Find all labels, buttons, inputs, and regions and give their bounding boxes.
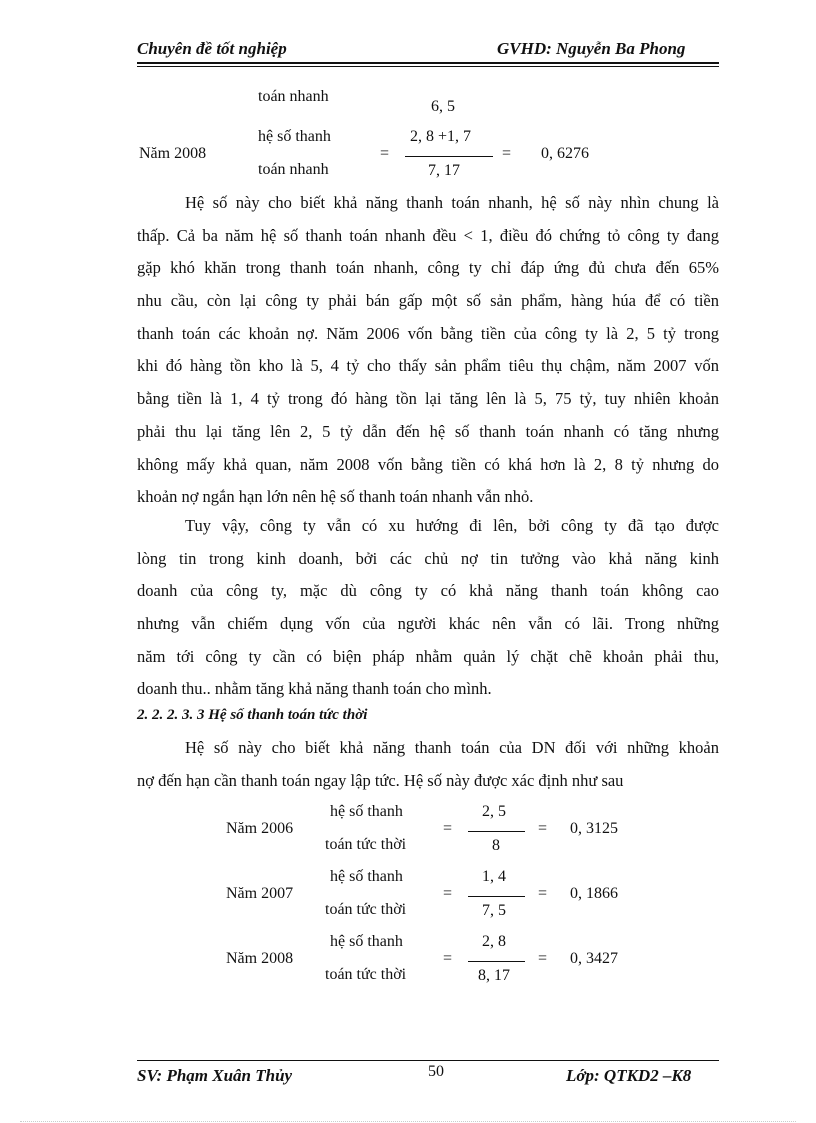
- formula-label-bottom: toán tức thời: [325, 901, 407, 918]
- text-line: bằng tiền là 1, 4 tỷ trong đó hàng tồn lại tăng lên là 5, 75 tỷ, tuy nhiên khoản: [137, 389, 719, 409]
- formula-label-top: hệ số thanh: [330, 868, 403, 885]
- formula-equals-2: =: [502, 145, 512, 162]
- header-left-title: Chuyên đề tốt nghiệp: [137, 39, 287, 58]
- formula-equals-2: =: [538, 885, 548, 902]
- text-line: phải thu lại tăng lên 2, 5 tỷ dẫn đến hệ số thanh toán nhanh có tăng nhưng: [137, 421, 719, 441]
- cont-label: toán nhanh: [258, 88, 329, 105]
- formula-numerator: 2, 5: [482, 803, 506, 820]
- text-line: Tuy vậy, công ty vẫn có xu hướng đi lên, bởi công ty đã tạo được: [185, 516, 719, 535]
- text-line: Hệ số này cho biết khả năng thanh toán của DN đối với những khoản: [185, 738, 719, 757]
- formula-label-bottom: toán tức thời: [325, 966, 407, 983]
- header-rule: [137, 62, 719, 64]
- fraction-bar: [468, 961, 525, 962]
- fraction-bar: [468, 896, 525, 897]
- section-title: Hệ số thanh toán tức thời: [208, 707, 368, 723]
- formula-equals: =: [380, 145, 390, 162]
- formula-label-bottom: toán nhanh: [258, 161, 329, 178]
- paragraph-outlook: [137, 510, 719, 706]
- footer-student: SV: Phạm Xuân Thủy: [137, 1066, 293, 1085]
- fraction-bar: [405, 156, 493, 157]
- formula-result: 0, 3125: [570, 820, 618, 837]
- formula-denominator: 7, 17: [428, 162, 460, 179]
- text-line: nhu cầu, còn lại công ty phải bán gấp một số sản phẩm, hàng húa để có tiền: [137, 291, 719, 311]
- formula-label-bottom: toán tức thời: [325, 836, 407, 853]
- text-line: không mấy khả quan, năm 2008 vốn bằng tiền có khá hơn là 2, 8 tỷ nhưng do: [137, 454, 719, 474]
- cont-denominator: 6, 5: [431, 98, 455, 115]
- text-line: năm tới công ty cần có biện pháp nhằm quản lý chặt chẽ khoản phải thu,: [137, 646, 719, 666]
- text-line: khoản nợ ngắn hạn lớn nên hệ số thanh toán nhanh vẫn nhỏ.: [137, 487, 534, 507]
- formula-equals: =: [443, 820, 453, 837]
- text-line: thấp. Cả ba năm hệ số thanh toán nhanh đều < 1, điều đó chứng tỏ công ty đang: [137, 225, 719, 245]
- section-number: 2. 2. 2. 3. 3: [137, 707, 205, 723]
- formula-label-top: hệ số thanh: [258, 128, 331, 145]
- header-right-supervisor: GVHD: Nguyễn Ba Phong: [497, 39, 686, 58]
- formula-label-top: hệ số thanh: [330, 933, 403, 950]
- formula-denominator: 8: [492, 837, 500, 854]
- formula-year: Năm 2008: [226, 950, 294, 967]
- header-rule-thin: [137, 66, 719, 67]
- formula-result: 0, 1866: [570, 885, 618, 902]
- page-number: 50: [428, 1063, 444, 1080]
- formula-numerator: 2, 8: [482, 933, 506, 950]
- formula-equals-2: =: [538, 950, 548, 967]
- formula-denominator: 8, 17: [478, 967, 510, 984]
- formula-year: Năm 2006: [226, 820, 294, 837]
- page-edge-divider: [20, 1121, 796, 1122]
- formula-result: 0, 6276: [541, 145, 589, 162]
- paragraph-quick-ratio-analysis: [137, 187, 719, 514]
- formula-year: Năm 2007: [226, 885, 294, 902]
- text-line: lòng tin trong kinh doanh, bởi các chủ nợ tin tưởng vào khả năng kinh: [137, 548, 719, 568]
- footer-rule: [137, 1060, 719, 1061]
- formula-numerator: 1, 4: [482, 868, 506, 885]
- formula-equals-2: =: [538, 820, 548, 837]
- text-line: gặp khó khăn trong thanh toán nhanh, công ty chỉ đáp ứng đủ chưa đến 65%: [137, 258, 719, 278]
- formula-equals: =: [443, 885, 453, 902]
- formula-label-top: hệ số thanh: [330, 803, 403, 820]
- text-line: khi đó hàng tồn kho là 5, 4 tỷ cho thấy sản phẩm tiêu thụ chậm, năm 2007 vốn: [137, 356, 719, 376]
- text-line: doanh của công ty, mặc dù công ty có khả năng thanh toán không cao: [137, 581, 719, 601]
- paragraph-instant-ratio-intro: [137, 732, 719, 797]
- formula-numerator: 2, 8 +1, 7: [410, 128, 472, 145]
- section-heading: [137, 707, 367, 724]
- text-line: doanh thu.. nhằm tăng khả năng thanh toán cho mình.: [137, 679, 492, 699]
- footer-class: Lớp: QTKD2 –K8: [566, 1066, 692, 1085]
- formula-denominator: 7, 5: [482, 902, 506, 919]
- formula-result: 0, 3427: [570, 950, 618, 967]
- formula-equals: =: [443, 950, 453, 967]
- text-line: nhưng vẫn chiếm dụng vốn của người khác nên vẫn có lãi. Trong những: [137, 614, 719, 634]
- text-line: nợ đến hạn cần thanh toán ngay lập tức. Hệ số này được xác định như sau: [137, 770, 624, 790]
- text-line: Hệ số này cho biết khả năng thanh toán nhanh, hệ số này nhìn chung là: [185, 193, 719, 212]
- text-line: thanh toán các khoản nợ. Năm 2006 vốn bằng tiền của công ty là 2, 5 tỷ trong: [137, 323, 719, 343]
- formula-year: Năm 2008: [139, 145, 207, 162]
- fraction-bar: [468, 831, 525, 832]
